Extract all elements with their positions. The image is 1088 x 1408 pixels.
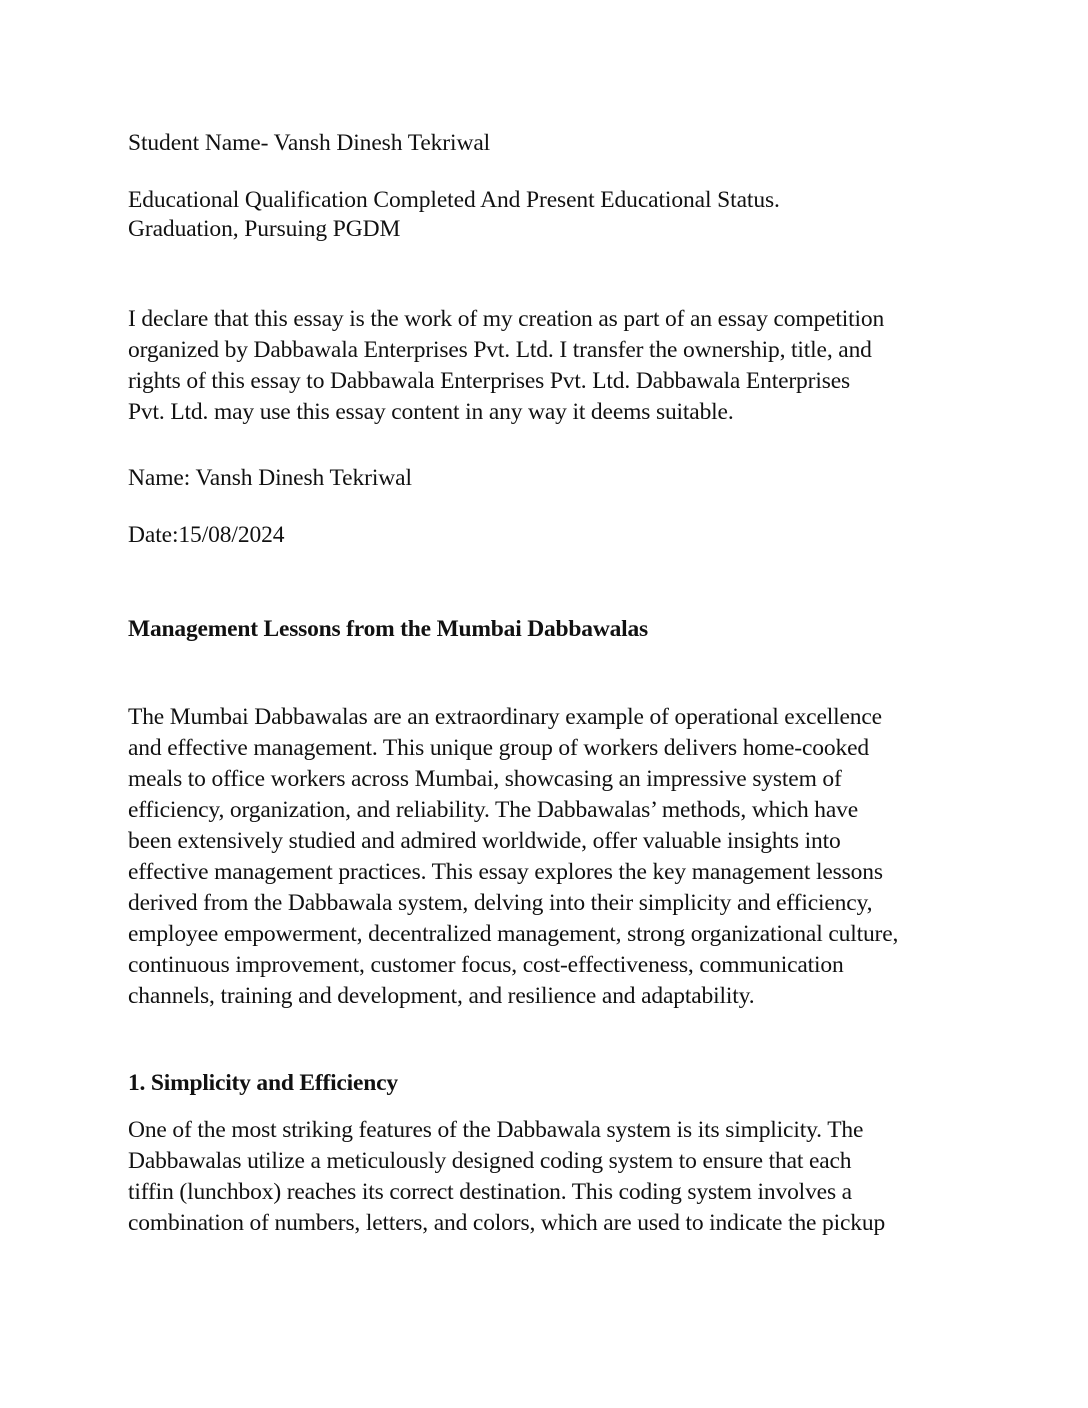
education-status-line-1: Educational Qualification Completed And Present Educational Status. [128, 187, 780, 213]
declaration-line: I declare that this essay is the work of my creation as part of an essay competition [128, 306, 885, 332]
intro-line: employee empowerment, decentralized management, strong organizational culture, [128, 921, 899, 947]
intro-line: continuous improvement, customer focus, cost-effectiveness, communication [128, 952, 844, 978]
student-name: Student Name- Vansh Dinesh Tekriwal [128, 130, 491, 156]
section-1-heading: 1. Simplicity and Efficiency [128, 1070, 398, 1096]
date: Date:15/08/2024 [128, 522, 285, 548]
essay-title: Management Lessons from the Mumbai Dabbawalas [128, 616, 648, 642]
section-1-line: tiffin (lunchbox) reaches its correct destination. This coding system involves a [128, 1179, 852, 1205]
intro-line: meals to office workers across Mumbai, showcasing an impressive system of [128, 766, 842, 792]
section-1-line: Dabbawalas utilize a meticulously designed coding system to ensure that each [128, 1148, 852, 1174]
education-status-line-2: Graduation, Pursuing PGDM [128, 216, 401, 242]
intro-line: efficiency, organization, and reliability. The Dabbawalas’ methods, which have [128, 797, 859, 823]
intro-line: and effective management. This unique group of workers delivers home-cooked [128, 735, 869, 761]
declaration-line: organized by Dabbawala Enterprises Pvt. Ltd. I transfer the ownership, title, and [128, 337, 872, 363]
declaration-paragraph [128, 304, 958, 428]
intro-paragraph [128, 702, 958, 1012]
intro-line: been extensively studied and admired worldwide, offer valuable insights into [128, 828, 841, 854]
intro-line: derived from the Dabbawala system, delving into their simplicity and efficiency, [128, 890, 873, 916]
intro-line: channels, training and development, and resilience and adaptability. [128, 983, 755, 1009]
intro-line: The Mumbai Dabbawalas are an extraordinary example of operational excellence [128, 704, 882, 730]
declaration-line: Pvt. Ltd. may use this essay content in any way it deems suitable. [128, 399, 734, 425]
declaration-line: rights of this essay to Dabbawala Enterprises Pvt. Ltd. Dabbawala Enterprises [128, 368, 850, 394]
section-1-line: One of the most striking features of the Dabbawala system is its simplicity. The [128, 1117, 864, 1143]
signature-name: Name: Vansh Dinesh Tekriwal [128, 465, 412, 491]
section-1-paragraph [128, 1115, 958, 1239]
intro-line: effective management practices. This essay explores the key management lessons [128, 859, 883, 885]
section-1-line: combination of numbers, letters, and colors, which are used to indicate the pickup [128, 1210, 886, 1236]
